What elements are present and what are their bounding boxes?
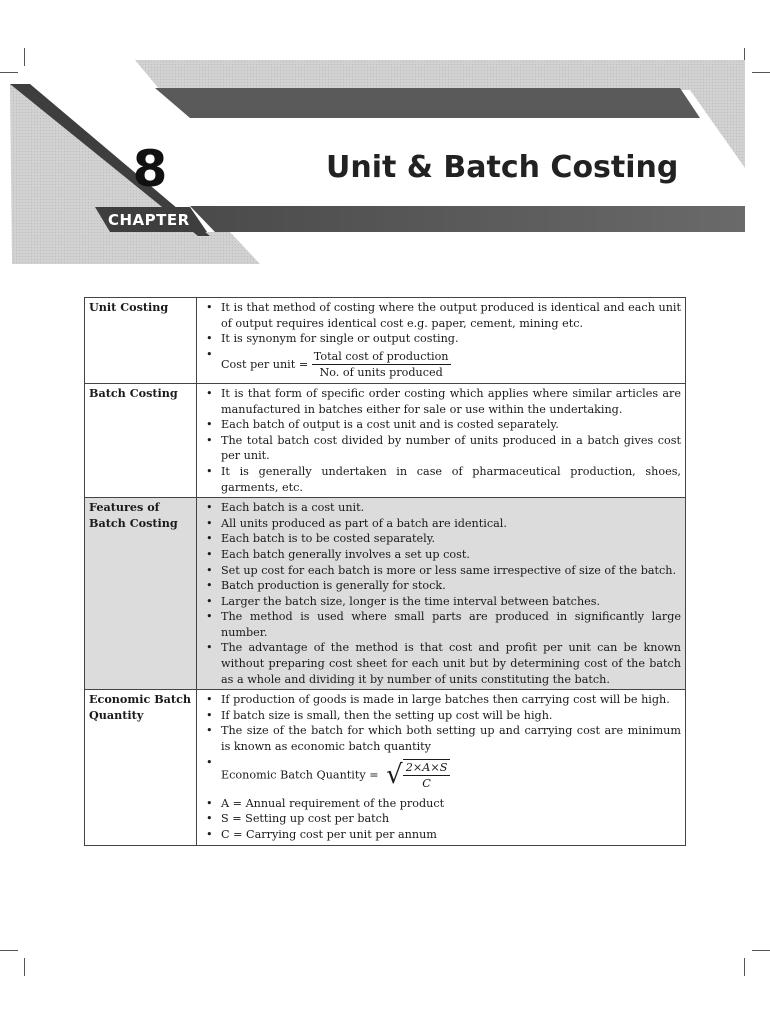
radical-sign-icon: √ <box>386 760 403 791</box>
square-root <box>386 759 450 792</box>
bullet-list <box>201 300 681 381</box>
table-row <box>85 383 686 497</box>
list-item: • Each batch generally involves a set up cost. <box>201 547 681 563</box>
list-item: • It is that form of specific order costing which applies where similar articles are manufactured in batches either for sale or use within the undertaking. <box>201 386 681 417</box>
crop-mark <box>0 950 18 951</box>
list-item: • Batch production is generally for stock. <box>201 578 681 594</box>
crop-mark <box>744 958 745 976</box>
bottom-dark-band <box>190 206 745 232</box>
formula-prefix: Economic Batch Quantity = <box>221 768 379 782</box>
fraction-denominator: C <box>422 777 431 791</box>
row-label: Unit Costing <box>85 298 197 384</box>
row-label: Batch Costing <box>85 383 197 497</box>
list-item: • The advantage of the method is that cost and profit per unit can be known without preparing cost sheet for each unit but by determining cost of the batch as a whole and dividing it by number of units constituting the batch. <box>201 640 681 687</box>
row-content <box>197 298 686 384</box>
summary-table <box>84 297 686 846</box>
list-item: • Larger the batch size, longer is the time interval between batches. <box>201 594 681 610</box>
list-item: • A = Annual requirement of the product <box>201 796 681 812</box>
list-item: • It is generally undertaken in case of pharmaceutical production, shoes, garments, etc. <box>201 464 681 495</box>
formula-item <box>201 755 681 796</box>
list-item: • If production of goods is made in large batches then carrying cost will be high. <box>201 692 681 708</box>
bullet-list <box>201 386 681 495</box>
formula-item <box>201 347 681 381</box>
fraction-numerator: Total cost of production <box>312 349 451 366</box>
bullet-list <box>201 500 681 687</box>
list-item: • Set up cost for each batch is more or less same irrespective of size of the batch. <box>201 563 681 579</box>
list-item: • The total batch cost divided by number of units produced in a batch gives cost per unit. <box>201 433 681 464</box>
list-item: • If batch size is small, then the setting up cost will be high. <box>201 708 681 724</box>
chapter-title: Unit & Batch Costing <box>326 150 679 185</box>
table-row <box>85 690 686 845</box>
list-item: • C = Carrying cost per unit per annum <box>201 827 681 843</box>
formula-prefix: Cost per unit = <box>221 357 309 371</box>
table-row <box>85 298 686 384</box>
crop-mark <box>24 958 25 976</box>
list-item: • Each batch is to be costed separately. <box>201 531 681 547</box>
crop-mark <box>752 950 770 951</box>
list-item: • It is synonym for single or output costing. <box>201 331 681 347</box>
row-label: Features of Batch Costing <box>85 498 197 690</box>
fraction <box>312 349 451 381</box>
list-item: • Each batch of output is a cost unit and is costed separately. <box>201 417 681 433</box>
chapter-label: CHAPTER <box>108 211 190 229</box>
list-item: • Each batch is a cost unit. <box>201 500 681 516</box>
row-content <box>197 690 686 845</box>
row-label: Economic Batch Quantity <box>85 690 197 845</box>
list-item: • S = Setting up cost per batch <box>201 811 681 827</box>
radicand <box>403 759 451 792</box>
table-row <box>85 498 686 690</box>
row-content <box>197 498 686 690</box>
bullet-list <box>201 692 681 842</box>
list-item: • The size of the batch for which both setting up and carrying cost are minimum is known as economic batch quantity <box>201 723 681 754</box>
list-item: • All units produced as part of a batch are identical. <box>201 516 681 532</box>
list-item: • The method is used where small parts are produced in significantly large number. <box>201 609 681 640</box>
row-content <box>197 383 686 497</box>
fraction-numerator: 2×A×S <box>403 760 451 777</box>
list-item: • It is that method of costing where the output produced is identical and each unit of output requires identical cost e.g. paper, cement, mining etc. <box>201 300 681 331</box>
fraction-denominator: No. of units produced <box>319 366 443 380</box>
chapter-number: 8 <box>132 140 168 198</box>
top-dark-band <box>155 88 700 118</box>
